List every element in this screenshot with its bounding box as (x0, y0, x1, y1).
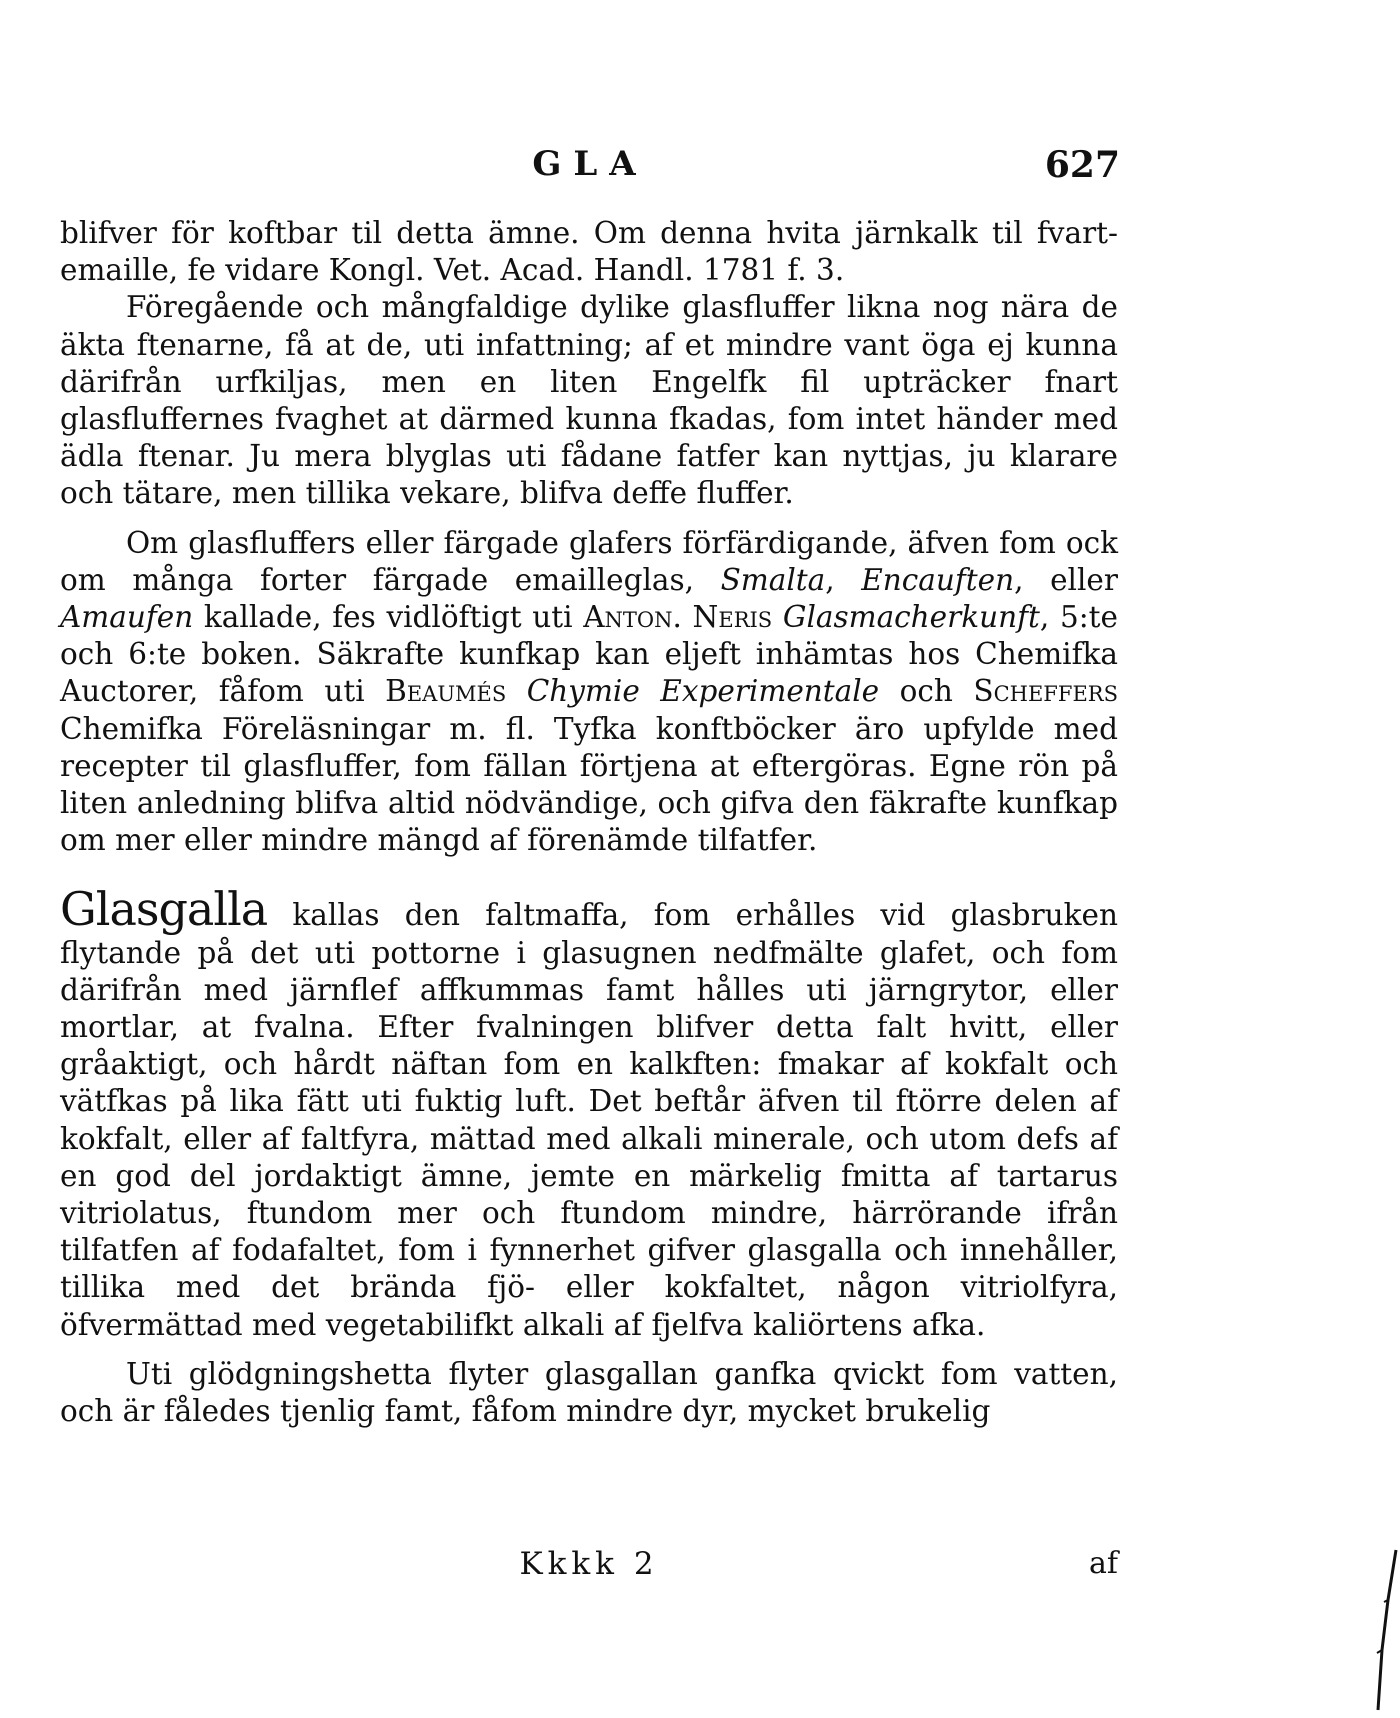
italic-term: Smalta (720, 562, 826, 597)
text-run: Uti glödgningshetta flyter glasgallan ganfka qvickt fom vatten, och är fåledes tjenlig famt, fåfom mindre dyr, mycket brukelig (60, 1356, 1118, 1429)
text-run: kallade, fes vidlöftigt uti (193, 600, 584, 635)
paragraph-glass-fluxes (60, 289, 1118, 512)
page-edge-mark (1330, 1540, 1400, 1718)
italic-term: Glasmacherkunft (782, 600, 1040, 635)
catchword: af (1089, 1546, 1118, 1581)
page-header (60, 140, 1120, 184)
text-run: , (825, 562, 862, 597)
body-text (60, 215, 1118, 1430)
text-run: blifver för koftbar til detta ämne. Om denna hvita järnkalk til fvart-emaille, fe vidare Kongl. Vet. Acad. Handl. 1781 f. 3. (60, 216, 1118, 288)
text-run: kallas den faltmaffa, fom erhålles vid glasbruken flytande på det uti pottorne i glasugnen nedfmälte glafet, och fom därifrån med järnflef affkummas famt hålles uti järngrytor, eller mortlar, at fvalna. Efter fvalningen blifver detta falt hvitt, eller gråaktigt, och hårdt näftan fom en kalkften: fmakar af kokfalt och vätfkas på lika fätt uti fuktig luft. Det beftår äfven til ftörre delen af kokfalt, eller af faltfyra, mättad med alkali minerale, och utom defs af en god del jordaktigt ämne, jemte en märkelig fmitta af tartarus vitriolatus, ftundom mer och ftundom mindre, härrörande ifrån tilfatfen af fodafaltet, fom i fynnerhet gifver glasgalla och innehåller, tillika med det brända fjö- eller kokfaltet, någon vitriolfyra, öfvermättad med vegetabilifkt alkali af fjelfva kaliörtens afka. (60, 898, 1118, 1342)
text-run (506, 674, 526, 708)
running-head: GLA (532, 144, 648, 184)
entry-glasgalla (60, 882, 1118, 1343)
entry-headword: Glasgalla (60, 882, 268, 937)
italic-term: Encauften (861, 562, 1015, 597)
author-name: Anton. Neris (583, 600, 773, 635)
text-run: Om glasfluffers eller färgade glafers förfärdigande, äfven fom ock om många forter färgade emailleglas, (60, 525, 1118, 597)
italic-term: Amaufen (60, 600, 194, 635)
italic-term: Chymie Experimentale (526, 674, 880, 709)
text-run: , eller (1014, 562, 1118, 597)
page-footer (60, 1546, 1118, 1586)
author-name: Scheffers (973, 674, 1118, 709)
signature-mark: Kkkk 2 (519, 1546, 659, 1582)
text-run: och (879, 674, 974, 709)
author-name: Beaumés (385, 674, 507, 709)
text-run (772, 600, 783, 634)
text-run: , 5:te och 6:te boken. Säkrafte kunfkap kan eljeft inhämtas hos Chemifka Auctorer, fåfom uti (60, 600, 1118, 709)
paragraph-glasgalla-use (60, 1356, 1118, 1430)
text-run: Föregående och mångfaldige dylike glasfluffer likna nog nära de äkta ftenarne, få at de, uti infattning; af et mindre vant öga ej kunna därifrån urfkiljas, men en liten Engelfk fil upträcker fnart glasfluffernes fvaghet at därmed kunna fkadas, fom intet händer med ädla ftenar. Ju mera blyglas uti fådane fatfer kan nyttjas, ju klarare och tätare, men tillika vekare, blifva deffe fluffer. (60, 290, 1118, 511)
paragraph-references (60, 525, 1118, 860)
paragraph-continuation (60, 215, 1118, 289)
text-run: Chemifka Föreläsningar m. fl. Tyfka konftböcker äro upfylde med recepter til glasfluffer, fom fällan förtjena at eftergöras. Egne rön på liten anledning blifva altid nödvändige, och gifva den fäkrafte kunfkap om mer eller mindre mängd af förenämde tilfatfer. (60, 711, 1118, 858)
page-number: 627 (1044, 144, 1120, 186)
